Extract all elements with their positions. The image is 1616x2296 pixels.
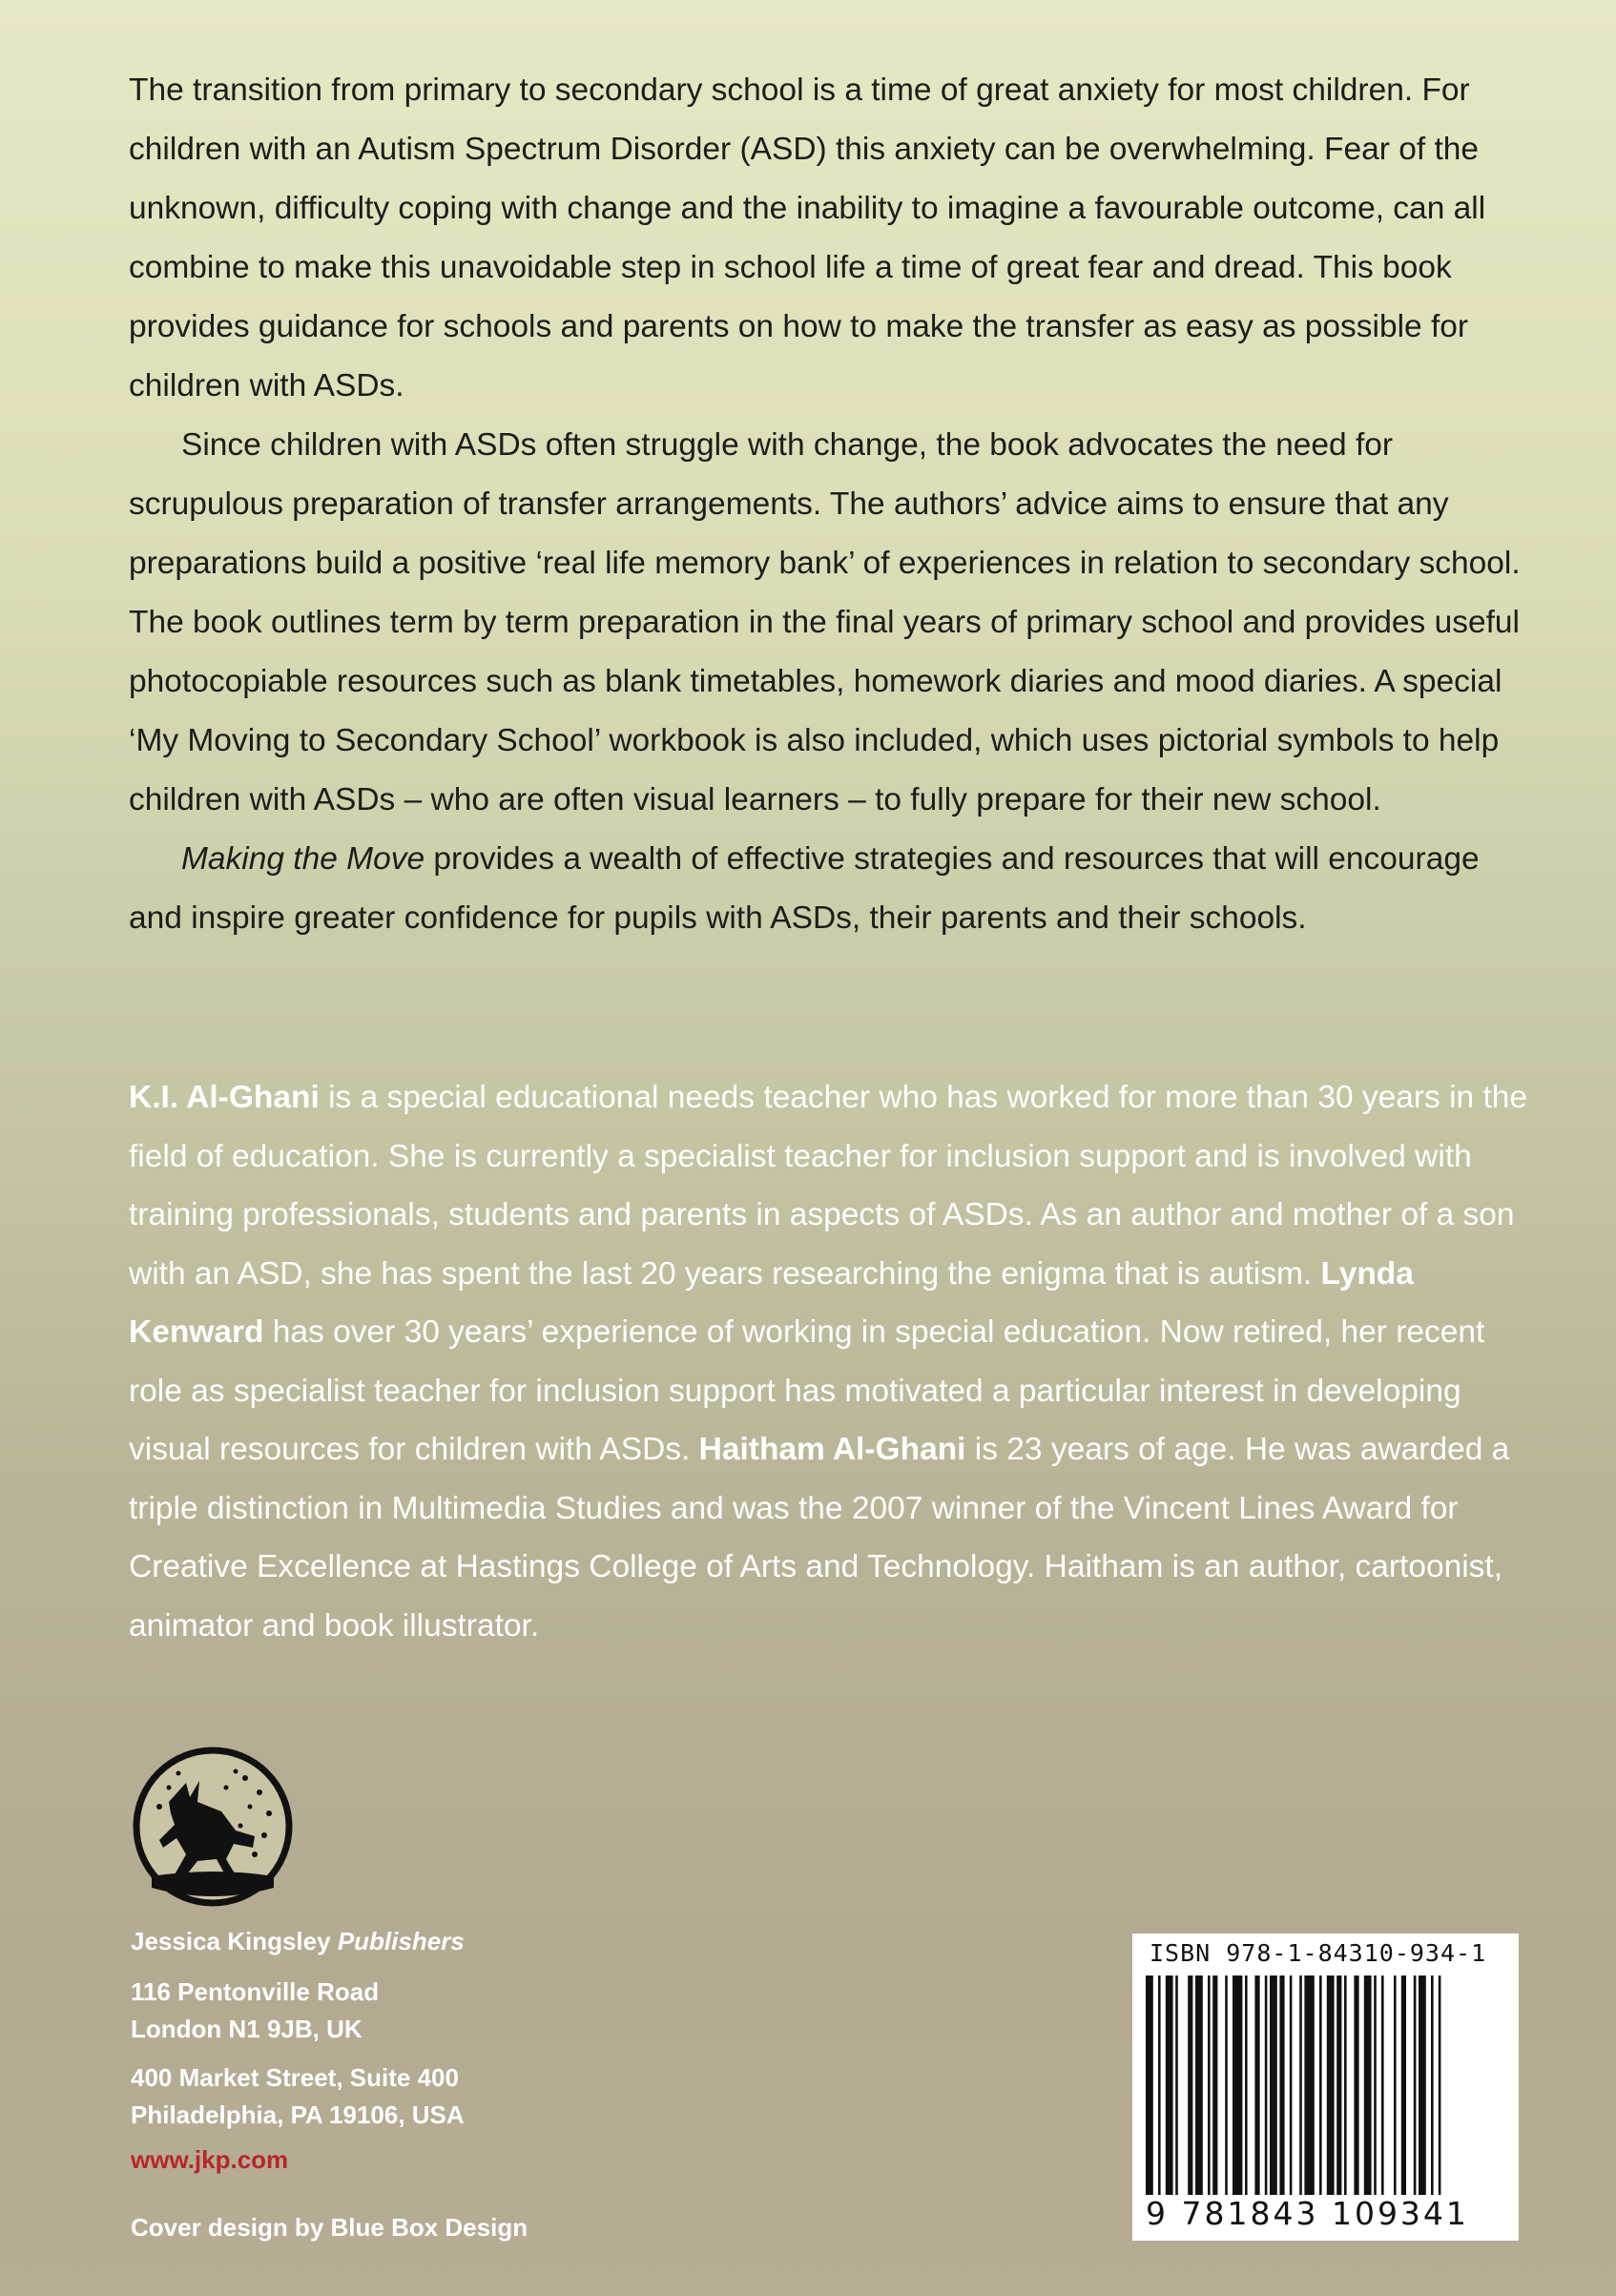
barcode-bar [1439, 1975, 1441, 2212]
barcode-bars [1146, 1975, 1505, 2212]
barcode-bar [1166, 1975, 1173, 2212]
barcode-bar [1304, 1975, 1314, 2212]
barcode-bar [1208, 1975, 1211, 2212]
barcode-bar [1245, 1975, 1248, 2212]
publisher-name-italic: Publishers [337, 1927, 465, 1955]
barcode-bar [1381, 1975, 1384, 2212]
barcode-bar [1212, 1975, 1217, 2212]
barcode-bar [1327, 1975, 1335, 2212]
author-name-3: Haitham Al-Ghani [698, 1432, 966, 1467]
author-bio-3: is 23 years of age. He was awarded a triple distinction in Multimedia Studies and was the 2007 winner of the Vincent Lines Award for Creative Excellence at Hastings College of Arts and Technology. Haitham is an author, cartoonist, animator and book illustrator. [129, 1432, 1510, 1644]
blurb [129, 61, 1541, 948]
barcode-bar [1158, 1975, 1161, 2212]
blurb-paragraph-3 [129, 830, 1541, 948]
uk-address-line-1: 116 Pentonville Road [131, 1977, 380, 2006]
us-address-line-1: 400 Market Street, Suite 400 [131, 2063, 459, 2092]
us-address [131, 2059, 528, 2134]
barcode-bar [1354, 1975, 1358, 2212]
barcode-bar [1419, 1975, 1426, 2212]
barcode-bar [1364, 1975, 1372, 2212]
leaping-deer-logo-icon [131, 1745, 295, 1909]
barcode-bar [1225, 1975, 1228, 2212]
publisher-name [131, 1927, 528, 1956]
barcode-digits-text: 9 781843 109341 [1146, 2195, 1469, 2232]
barcode-bar [1299, 1975, 1302, 2212]
barcode-bar [1290, 1975, 1293, 2212]
us-address-line-2: Philadelphia, PA 19106, USA [131, 2100, 465, 2129]
barcode-digits [1144, 2195, 1511, 2232]
barcode-bar [1344, 1975, 1347, 2212]
barcode-bar [1188, 1975, 1192, 2212]
barcode-bar [1279, 1975, 1284, 2212]
barcode-bar [1319, 1975, 1322, 2212]
barcode [1132, 1934, 1519, 2241]
barcode-bar [1195, 1975, 1203, 2212]
barcode-bar [1233, 1975, 1242, 2212]
publisher-website[interactable]: www.jkp.com [131, 2145, 289, 2174]
barcode-bar [1401, 1975, 1406, 2212]
uk-address [131, 1974, 528, 2048]
barcode-bar [1374, 1975, 1377, 2212]
author-name-2: Lynda Kenward [129, 1255, 1414, 1350]
isbn-label: ISBN 978-1-84310-934-1 [1150, 1939, 1487, 1967]
author-bio-2: has over 30 years’ experience of working in special education. Now retired, her recent role as specialist teacher for inclusion support has motivated a particular interest in developing visual resources for children with ASDs. [129, 1314, 1485, 1467]
author-bio [129, 1068, 1541, 1655]
barcode-bar [1394, 1975, 1397, 2212]
barcode-bar [1431, 1975, 1434, 2212]
barcode-bar [1175, 1975, 1178, 2212]
blurb-paragraph-1: The transition from primary to secondary school is a time of great anxiety for most children. For children with an Autism Spectrum Disorder (ASD) this anxiety can be overwhelming. Fear of the unknown, difficulty coping with change and the inability to imagine a favourable outcome, can all combine to make this unavoidable step in school life a time of great fear and dread. This book provides guidance for schools and parents on how to make the transfer as easy as possible for children with ASDs. [129, 72, 1486, 403]
uk-address-line-2: London N1 9JB, UK [131, 2015, 363, 2043]
publisher-name-main: Jessica Kingsley [131, 1927, 338, 1955]
barcode-bar [1146, 1975, 1153, 2212]
publisher-info [131, 1927, 528, 2243]
book-title: Making the Move [181, 841, 425, 877]
barcode-bar [1265, 1975, 1268, 2212]
author-bio-1: is a special educational needs teacher who has worked for more than 30 years in the field of education. She is currently a specialist teacher for inclusion support and is involved with training professionals, students and parents in aspects of ASDs. As an author and mother of a son with an ASD, she has spent the last 20 years researching the enigma that is autism. [129, 1080, 1528, 1292]
barcode-bar [1414, 1975, 1417, 2212]
author-name-1: K.I. Al-Ghani [129, 1080, 320, 1115]
barcode-bar [1336, 1975, 1341, 2212]
blurb-paragraph-2: Since children with ASDs often struggle with change, the book advocates the need for scrupulous preparation of transfer arrangements. The authors’ advice aims to ensure that any preparations build a positive ‘real life memory bank’ of experiences in relation to secondary school. The book outlines term by term preparation in the final years of primary school and provides useful photocopiable resources such as blank timetables, homework diaries and mood diaries. A special ‘My Moving to Secondary School’ workbook is also included, which uses pictorial symbols to help children with ASDs – who are often visual learners – to fully prepare for their new school. [129, 427, 1521, 817]
blurb-paragraph-3-text: provides a wealth of effective strategies and resources that will encourage and inspire greater confidence for pupils with ASDs, their parents and their schools. [129, 841, 1480, 936]
cover-design-credit: Cover design by Blue Box Design [131, 2213, 528, 2242]
barcode-bar [1270, 1975, 1277, 2212]
barcode-bar [1254, 1975, 1259, 2212]
